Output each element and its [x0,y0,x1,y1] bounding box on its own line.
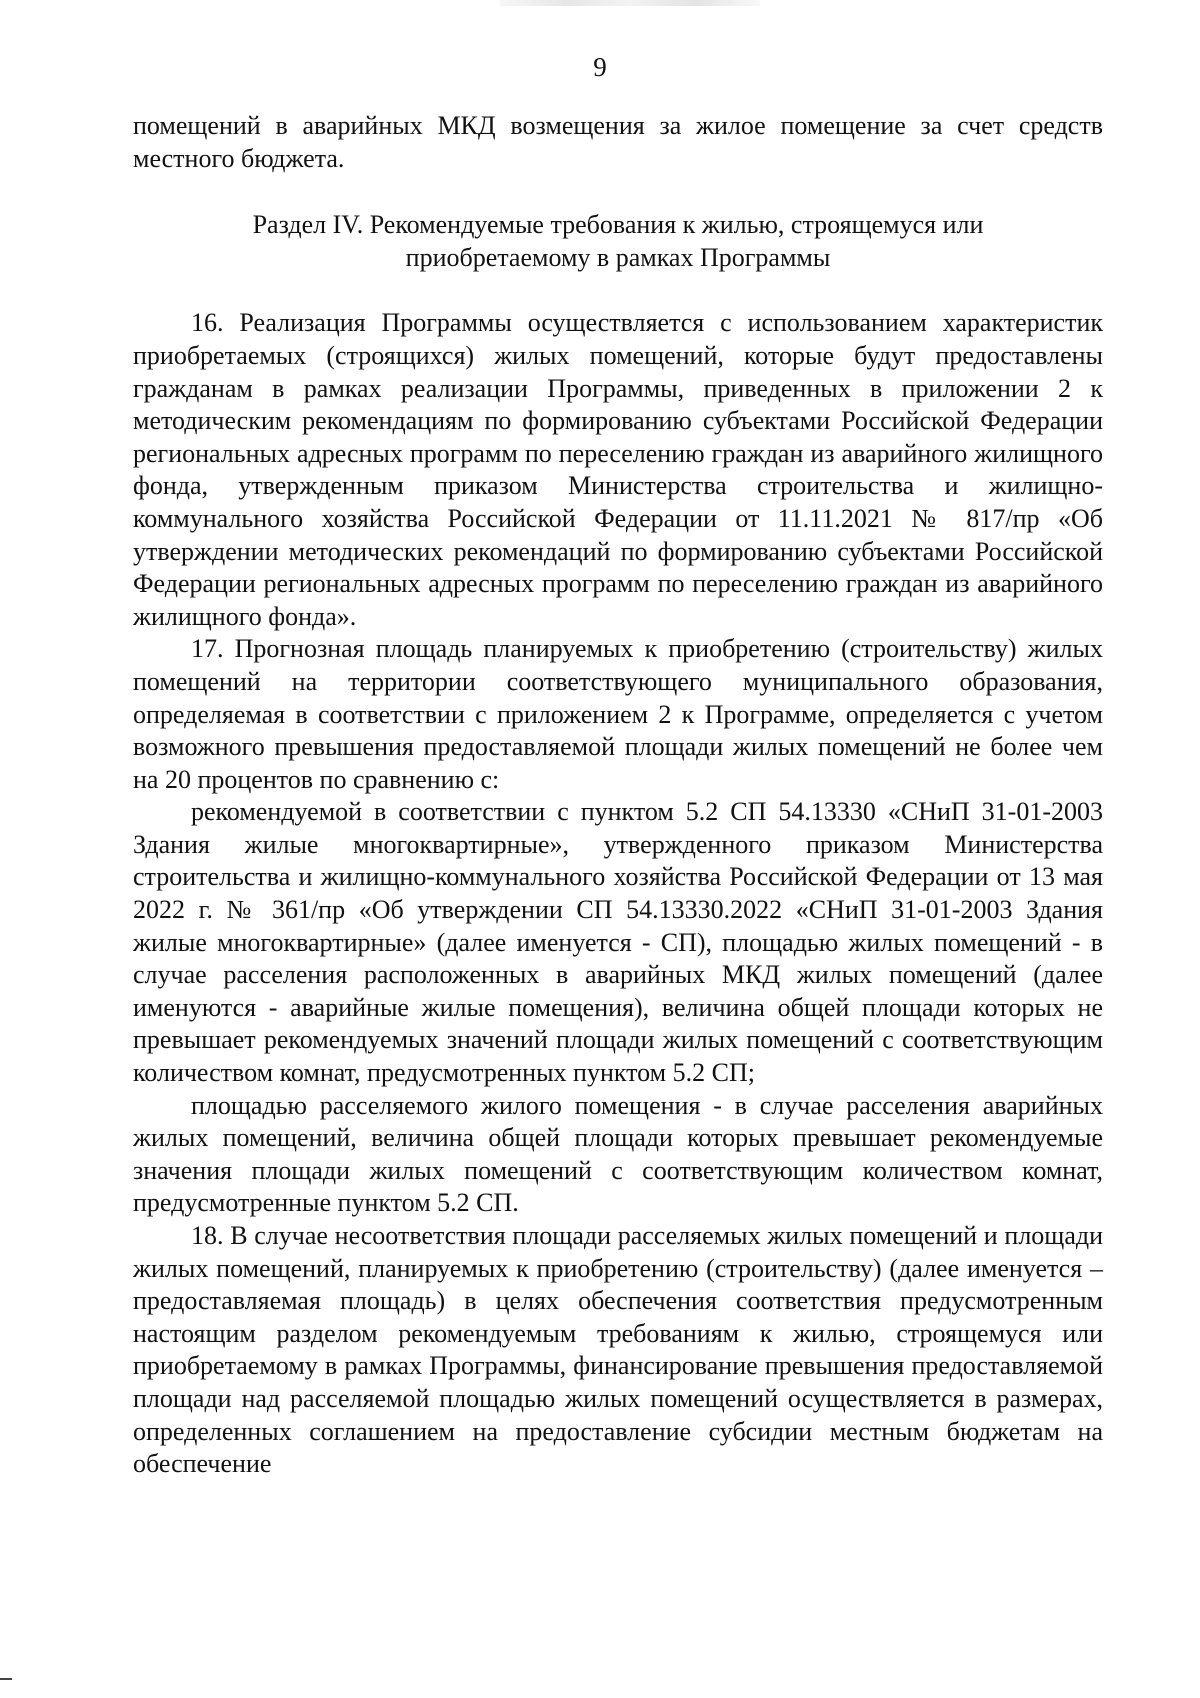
edge-artifact [0,1678,12,1680]
paragraph-17-item-2: площадью расселяемого жилого помещения - в случае расселения аварийных жилых помещений, величина общей площади которых превышает рекомендуемые значения площади жилых помещений с соответствующим количеством комнат, предусмотренные пунктом 5.2 СП. [133,1090,1103,1218]
paragraph-continuation: помещений в аварийных МКД возмещения за жилое помещение за счет средств местного бюджета. [133,111,1103,173]
scan-artifact [500,0,760,6]
paragraph-17-item-1: рекомендуемой в соответствии с пунктом 5.2 СП 54.13330 «СНиП 31-01-2003 Здания жилые многоквартирные», утвержденного приказом Министерства строительства и жилищно-коммунального хозяйства Российской Федерации от 13 мая 2022 г. № 361/пр «Об утверждении СП 54.13330.2022 «СНиП 31-01-2003 Здания жилые многоквартирные» (далее именуется - СП), площадью жилых помещений - в случае расселения расположенных в аварийных МКД жилых помещений (далее именуются - аварийные жилые помещения), величина общей площади которых не превышает рекомендуемых значений площади жилых помещений с соответствующим количеством комнат, предусмотренных пунктом 5.2 СП; [133,797,1103,1088]
paragraph-16: 16. Реализация Программы осуществляется с использованием характеристик приобретаемых (строящихся) жилых помещений, которые будут предоставлены гражданам в рамках реализации Программы, приведенных в приложении 2 к методическим рекомендациям по формированию субъектами Российской Федерации региональных адресных программ по переселению граждан из аварийного жилищного фонда, утвержденным приказом Министерства строительства и жилищно-коммунального хозяйства Российской Федерации от 11.11.2021 № 817/пр «Об утверждении методических рекомендаций по формированию субъектами Российской Федерации региональных адресных программ по переселению граждан из аварийного жилищного фонда». [133,308,1103,631]
paragraph-17: 17. Прогнозная площадь планируемых к приобретению (строительству) жилых помещений на территории соответствующего муниципального образования, определяемая в соответствии с приложением 2 к Программе, определяется с учетом возможного превышения предоставляемой площади жилых помещений не более чем на 20 процентов по сравнению с: [133,634,1103,794]
paragraph-18: 18. В случае несоответствия площади расселяемых жилых помещений и площади жилых помещений, планируемых к приобретению (строительству) (далее именуется – предоставляемая площадь) в целях обеспечения соответствия предусмотренным настоящим разделом рекомендуемым требованиям к жилью, строящемуся или приобретаемому в рамках Программы, финансирование превышения предоставляемой площади над расселяемой площадью жилых помещений осуществляется в размерах, определенных соглашением на предоставление субсидии местным бюджетам на обеспечение [133,1221,1103,1479]
page-number: 9 [593,52,607,82]
document-body [133,110,1103,1481]
section-heading: Раздел IV. Рекомендуемые требования к жилью, строящемуся или приобретаемому в рамках Программы [252,210,984,272]
